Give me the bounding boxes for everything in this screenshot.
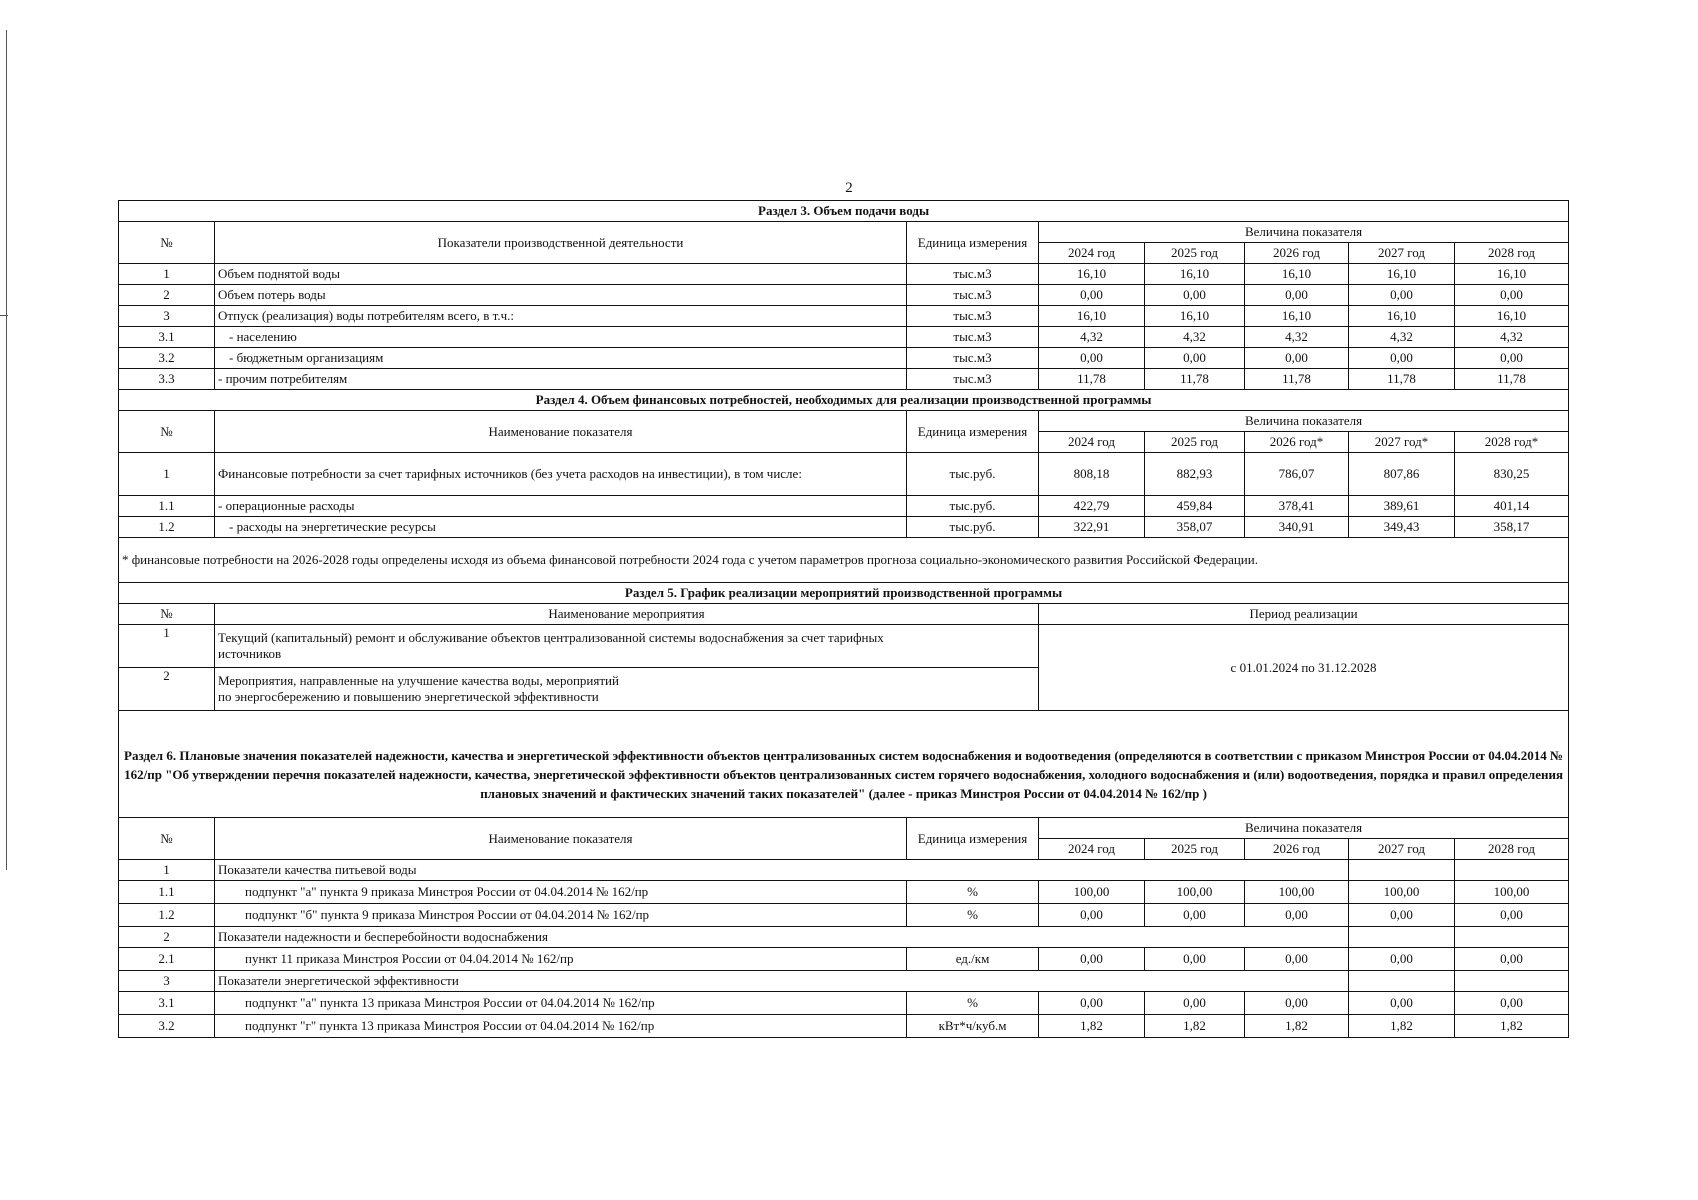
row-num: 1 <box>119 860 215 881</box>
scan-margin-tick <box>0 315 8 316</box>
empty-cell <box>1349 971 1455 992</box>
row-name: Объем поднятой воды <box>215 264 907 285</box>
row-activity <box>215 668 1039 711</box>
row-value: 16,10 <box>1349 264 1455 285</box>
row-name: Объем потерь воды <box>215 285 907 306</box>
empty-cell <box>1455 927 1569 948</box>
row-value: 786,07 <box>1245 453 1349 496</box>
row-value: 358,07 <box>1145 517 1245 538</box>
row-value: 0,00 <box>1145 904 1245 927</box>
row-value: 0,00 <box>1145 348 1245 369</box>
year-header: 2028 год <box>1455 243 1569 264</box>
row-num: 2 <box>119 668 215 711</box>
row-value: 0,00 <box>1039 285 1145 306</box>
period-value: с 01.01.2024 по 31.12.2028 <box>1039 625 1569 711</box>
row-value: 1,82 <box>1039 1015 1145 1038</box>
row-value: 0,00 <box>1245 992 1349 1015</box>
group-row <box>119 860 1569 881</box>
group-name: Показатели энергетической эффективности <box>215 971 1349 992</box>
row-num: 1.1 <box>119 496 215 517</box>
row-num: 1.1 <box>119 881 215 904</box>
section6-title-row <box>119 711 1569 818</box>
row-value: 0,00 <box>1039 948 1145 971</box>
row-num: 3 <box>119 306 215 327</box>
row-name: подпункт "а" пункта 9 приказа Минстроя России от 04.04.2014 № 162/пр <box>215 881 907 904</box>
row-name: - расходы на энергетические ресурсы <box>215 517 907 538</box>
group-row <box>119 971 1569 992</box>
table-row <box>119 348 1569 369</box>
row-value: 11,78 <box>1245 369 1349 390</box>
row-value: 16,10 <box>1245 264 1349 285</box>
row-value: 16,10 <box>1039 306 1145 327</box>
row-value: 0,00 <box>1039 348 1145 369</box>
row-value: 459,84 <box>1145 496 1245 517</box>
table-row <box>119 881 1569 904</box>
row-num: 3.1 <box>119 327 215 348</box>
row-unit: % <box>907 904 1039 927</box>
row-value: 16,10 <box>1145 264 1245 285</box>
row-name: Финансовые потребности за счет тарифных источников (без учета расходов на инвестиции), в том числе: <box>215 453 907 496</box>
table-row <box>119 1015 1569 1038</box>
section4-note-row <box>119 538 1569 583</box>
row-unit: тыс.руб. <box>907 496 1039 517</box>
row-value: 389,61 <box>1349 496 1455 517</box>
section3-title-row <box>119 201 1569 222</box>
row-num: 3 <box>119 971 215 992</box>
row-value: 11,78 <box>1145 369 1245 390</box>
row-value: 0,00 <box>1145 992 1245 1015</box>
header-activity: Наименование мероприятия <box>215 604 1039 625</box>
row-num: 2.1 <box>119 948 215 971</box>
row-value: 882,93 <box>1145 453 1245 496</box>
header-indicator: Наименование показателя <box>215 818 907 860</box>
table-row <box>119 625 1569 668</box>
header-period: Период реализации <box>1039 604 1569 625</box>
row-value: 358,17 <box>1455 517 1569 538</box>
row-name: - прочим потребителям <box>215 369 907 390</box>
row-value: 0,00 <box>1349 948 1455 971</box>
row-unit: ед./км <box>907 948 1039 971</box>
row-value: 0,00 <box>1039 992 1145 1015</box>
year-header: 2024 год <box>1039 432 1145 453</box>
row-unit: тыс.м3 <box>907 264 1039 285</box>
row-num: 3.2 <box>119 1015 215 1038</box>
row-name: - бюджетным организациям <box>215 348 907 369</box>
header-num: № <box>119 222 215 264</box>
row-value: 422,79 <box>1039 496 1145 517</box>
row-name: Отпуск (реализация) воды потребителям всего, в т.ч.: <box>215 306 907 327</box>
row-activity-line: по энергосбережению и повышению энергетической эффективности <box>218 689 599 704</box>
row-value: 0,00 <box>1245 285 1349 306</box>
row-value: 11,78 <box>1349 369 1455 390</box>
header-num: № <box>119 604 215 625</box>
row-unit: тыс.м3 <box>907 369 1039 390</box>
row-value: 4,32 <box>1145 327 1245 348</box>
row-unit: тыс.руб. <box>907 453 1039 496</box>
group-row <box>119 927 1569 948</box>
table-row <box>119 369 1569 390</box>
year-header: 2026 год <box>1245 839 1349 860</box>
row-unit: % <box>907 992 1039 1015</box>
empty-cell <box>1349 927 1455 948</box>
row-num: 1 <box>119 453 215 496</box>
row-value: 349,43 <box>1349 517 1455 538</box>
row-name: - операционные расходы <box>215 496 907 517</box>
row-name: подпункт "а" пункта 13 приказа Минстроя России от 04.04.2014 № 162/пр <box>215 992 907 1015</box>
year-header: 2026 год <box>1245 243 1349 264</box>
year-header: 2024 год <box>1039 243 1145 264</box>
empty-cell <box>1455 860 1569 881</box>
page-number: 2 <box>845 180 853 196</box>
header-value: Величина показателя <box>1039 818 1569 839</box>
row-value: 4,32 <box>1039 327 1145 348</box>
year-header: 2024 год <box>1039 839 1145 860</box>
year-header: 2025 год <box>1145 839 1245 860</box>
row-name: подпункт "б" пункта 9 приказа Минстроя России от 04.04.2014 № 162/пр <box>215 904 907 927</box>
row-value: 16,10 <box>1245 306 1349 327</box>
row-value: 16,10 <box>1039 264 1145 285</box>
row-value: 11,78 <box>1455 369 1569 390</box>
group-name: Показатели надежности и бесперебойности водоснабжения <box>215 927 1349 948</box>
table-row <box>119 285 1569 306</box>
row-name: пункт 11 приказа Минстроя России от 04.04.2014 № 162/пр <box>215 948 907 971</box>
row-value: 0,00 <box>1039 904 1145 927</box>
table-row <box>119 327 1569 348</box>
row-value: 4,32 <box>1245 327 1349 348</box>
row-unit: тыс.м3 <box>907 285 1039 306</box>
row-num: 1.2 <box>119 904 215 927</box>
row-activity-line: Текущий (капитальный) ремонт и обслуживание объектов централизованной системы водоснабжения за счет тарифных <box>218 630 884 645</box>
row-num: 2 <box>119 927 215 948</box>
row-value: 0,00 <box>1245 348 1349 369</box>
row-value: 11,78 <box>1039 369 1145 390</box>
row-num: 2 <box>119 285 215 306</box>
section5-header-row <box>119 604 1569 625</box>
year-header: 2027 год <box>1349 839 1455 860</box>
table-row <box>119 517 1569 538</box>
row-value: 100,00 <box>1455 881 1569 904</box>
row-name: подпункт "г" пункта 13 приказа Минстроя России от 04.04.2014 № 162/пр <box>215 1015 907 1038</box>
row-value: 100,00 <box>1349 881 1455 904</box>
row-value: 1,82 <box>1349 1015 1455 1038</box>
row-value: 0,00 <box>1455 348 1569 369</box>
row-num: 1.2 <box>119 517 215 538</box>
row-value: 830,25 <box>1455 453 1569 496</box>
row-value: 0,00 <box>1145 285 1245 306</box>
row-value: 0,00 <box>1455 285 1569 306</box>
empty-cell <box>1349 860 1455 881</box>
row-value: 0,00 <box>1349 348 1455 369</box>
row-value: 4,32 <box>1455 327 1569 348</box>
year-header: 2025 год <box>1145 243 1245 264</box>
row-value: 100,00 <box>1039 881 1145 904</box>
row-value: 0,00 <box>1349 285 1455 306</box>
table-row <box>119 306 1569 327</box>
row-num: 1 <box>119 625 215 668</box>
row-value: 0,00 <box>1245 948 1349 971</box>
row-value: 808,18 <box>1039 453 1145 496</box>
row-name: - населению <box>215 327 907 348</box>
row-value: 16,10 <box>1455 264 1569 285</box>
production-program-table <box>118 200 1569 1038</box>
row-value: 378,41 <box>1245 496 1349 517</box>
row-value: 1,82 <box>1455 1015 1569 1038</box>
row-activity-line: Мероприятия, направленные на улучшение качества воды, мероприятий <box>218 673 619 688</box>
empty-cell <box>1455 971 1569 992</box>
row-unit: тыс.м3 <box>907 327 1039 348</box>
section4-footnote: * финансовые потребности на 2026-2028 годы определены исходя из объема финансовой потребности 2024 года с учетом параметров прогноза социально-экономического развития Российской Федерации. <box>119 538 1569 583</box>
header-unit: Единица измерения <box>907 411 1039 453</box>
scan-margin-line <box>6 30 7 870</box>
section3-header-row <box>119 222 1569 243</box>
table-row <box>119 904 1569 927</box>
row-value: 16,10 <box>1455 306 1569 327</box>
table-row <box>119 264 1569 285</box>
row-value: 0,00 <box>1145 948 1245 971</box>
table-row <box>119 948 1569 971</box>
row-value: 322,91 <box>1039 517 1145 538</box>
row-unit: % <box>907 881 1039 904</box>
row-value: 100,00 <box>1145 881 1245 904</box>
section4-title: Раздел 4. Объем финансовых потребностей, необходимых для реализации производственной программы <box>119 390 1569 411</box>
row-value: 1,82 <box>1145 1015 1245 1038</box>
section5-title-row <box>119 583 1569 604</box>
row-activity-line: источников <box>218 646 282 661</box>
year-header: 2027 год* <box>1349 432 1455 453</box>
header-num: № <box>119 411 215 453</box>
year-header: 2026 год* <box>1245 432 1349 453</box>
row-value: 0,00 <box>1455 904 1569 927</box>
row-num: 3.2 <box>119 348 215 369</box>
row-unit: тыс.м3 <box>907 348 1039 369</box>
header-indicator: Наименование показателя <box>215 411 907 453</box>
year-header: 2028 год <box>1455 839 1569 860</box>
row-num: 3.1 <box>119 992 215 1015</box>
row-num: 1 <box>119 264 215 285</box>
row-value: 807,86 <box>1349 453 1455 496</box>
year-header: 2027 год <box>1349 243 1455 264</box>
row-value: 16,10 <box>1145 306 1245 327</box>
section3-title: Раздел 3. Объем подачи воды <box>119 201 1569 222</box>
header-value: Величина показателя <box>1039 411 1569 432</box>
header-unit: Единица измерения <box>907 818 1039 860</box>
row-value: 401,14 <box>1455 496 1569 517</box>
row-value: 16,10 <box>1349 306 1455 327</box>
row-value: 4,32 <box>1349 327 1455 348</box>
row-activity <box>215 625 1039 668</box>
header-num: № <box>119 818 215 860</box>
row-unit: кВт*ч/куб.м <box>907 1015 1039 1038</box>
table-row <box>119 496 1569 517</box>
row-value: 0,00 <box>1455 992 1569 1015</box>
header-value: Величина показателя <box>1039 222 1569 243</box>
section4-header-row <box>119 411 1569 432</box>
section6-header-row <box>119 818 1569 839</box>
year-header: 2025 год <box>1145 432 1245 453</box>
section6-title: Раздел 6. Плановые значения показателей надежности, качества и энергетической эффективности объектов централизованных систем водоснабжения и водоотведения (определяются в соответствии с приказом Минстроя России от 04.04.2014 № 162/пр "Об утверждении перечня показателей надежности, качества, энергетической эффективности объектов централизованных систем горячего водоснабжения, холодного водоснабжения и (или) водоотведения, порядка и правил определения плановых значений и фактических значений таких показателей" (далее - приказ Минстроя России от 04.04.2014 № 162/пр ) <box>119 711 1569 818</box>
row-value: 0,00 <box>1455 948 1569 971</box>
row-num: 3.3 <box>119 369 215 390</box>
row-value: 1,82 <box>1245 1015 1349 1038</box>
group-name: Показатели качества питьевой воды <box>215 860 1349 881</box>
header-unit: Единица измерения <box>907 222 1039 264</box>
row-unit: тыс.руб. <box>907 517 1039 538</box>
year-header: 2028 год* <box>1455 432 1569 453</box>
row-value: 0,00 <box>1245 904 1349 927</box>
table-row <box>119 453 1569 496</box>
row-value: 100,00 <box>1245 881 1349 904</box>
row-value: 340,91 <box>1245 517 1349 538</box>
section4-title-row <box>119 390 1569 411</box>
row-value: 0,00 <box>1349 904 1455 927</box>
row-unit: тыс.м3 <box>907 306 1039 327</box>
header-indicator: Показатели производственной деятельности <box>215 222 907 264</box>
section5-title: Раздел 5. График реализации мероприятий производственной программы <box>119 583 1569 604</box>
table-row <box>119 992 1569 1015</box>
row-value: 0,00 <box>1349 992 1455 1015</box>
